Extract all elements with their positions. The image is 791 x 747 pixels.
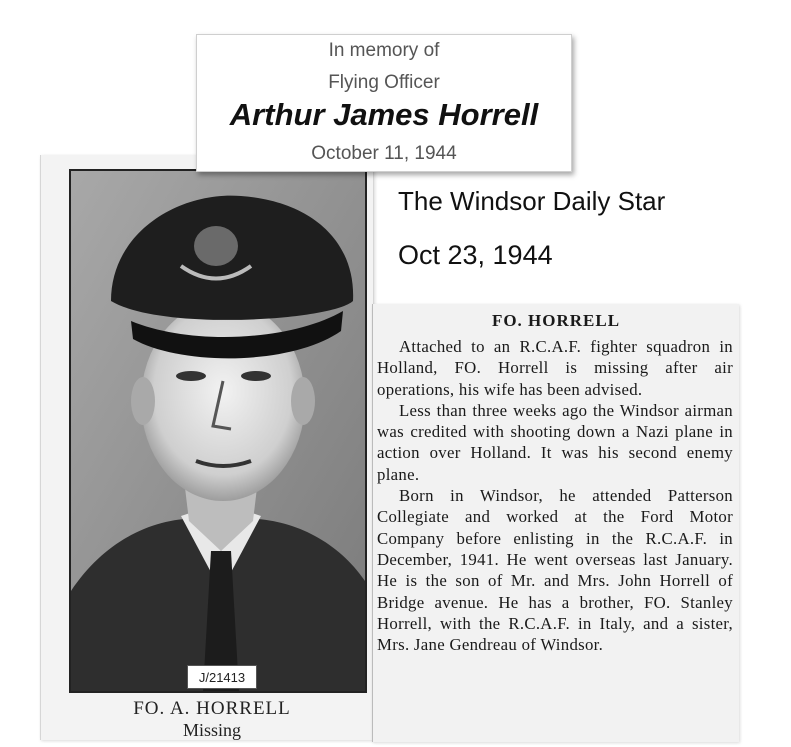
memorial-name: Arthur James Horrell	[229, 97, 539, 132]
newspaper-date: Oct 23, 1944	[398, 240, 553, 270]
article-clipping	[372, 304, 739, 742]
newspaper-name: The Windsor Daily Star	[398, 186, 666, 216]
article-body	[377, 336, 733, 655]
photo-clipping	[40, 155, 374, 740]
article-paragraph-3: Born in Windsor, he attended Patterson Collegiate and worked at the Ford Motor Company before enlisting in the R.C.A.F. in December, 1941. He went overseas last January. He is the son of Mr. and Mrs. John Horrell of Bridge avenue. He has a brother, FO. Stanley Horrell, with the R.C.A.F. in Italy, and a sister, Mrs. Jane Gendreau of Windsor.	[377, 486, 733, 655]
memorial-box	[196, 34, 572, 172]
photo-caption-name: FO. A. HORRELL	[133, 698, 291, 719]
portrait-photo	[69, 169, 367, 693]
memorial-line-1: In memory of	[328, 40, 440, 61]
article-headline: FO. HORRELL	[491, 311, 621, 330]
memorial-line-2: Flying Officer	[328, 72, 440, 93]
memorial-date: October 11, 1944	[311, 143, 457, 164]
article-paragraph-1: Attached to an R.C.A.F. fighter squadron in Holland, FO. Horrell is missing after air operations, his wife has been advised.	[377, 337, 733, 399]
photo-caption-status: Missing	[182, 720, 242, 740]
portrait-image	[71, 171, 365, 691]
service-number-tag: J/21413	[187, 665, 257, 689]
article-paragraph-2: Less than three weeks ago the Windsor airman was credited with shooting down a Nazi plane in action over Holland. It was his second enemy plane.	[377, 400, 733, 484]
